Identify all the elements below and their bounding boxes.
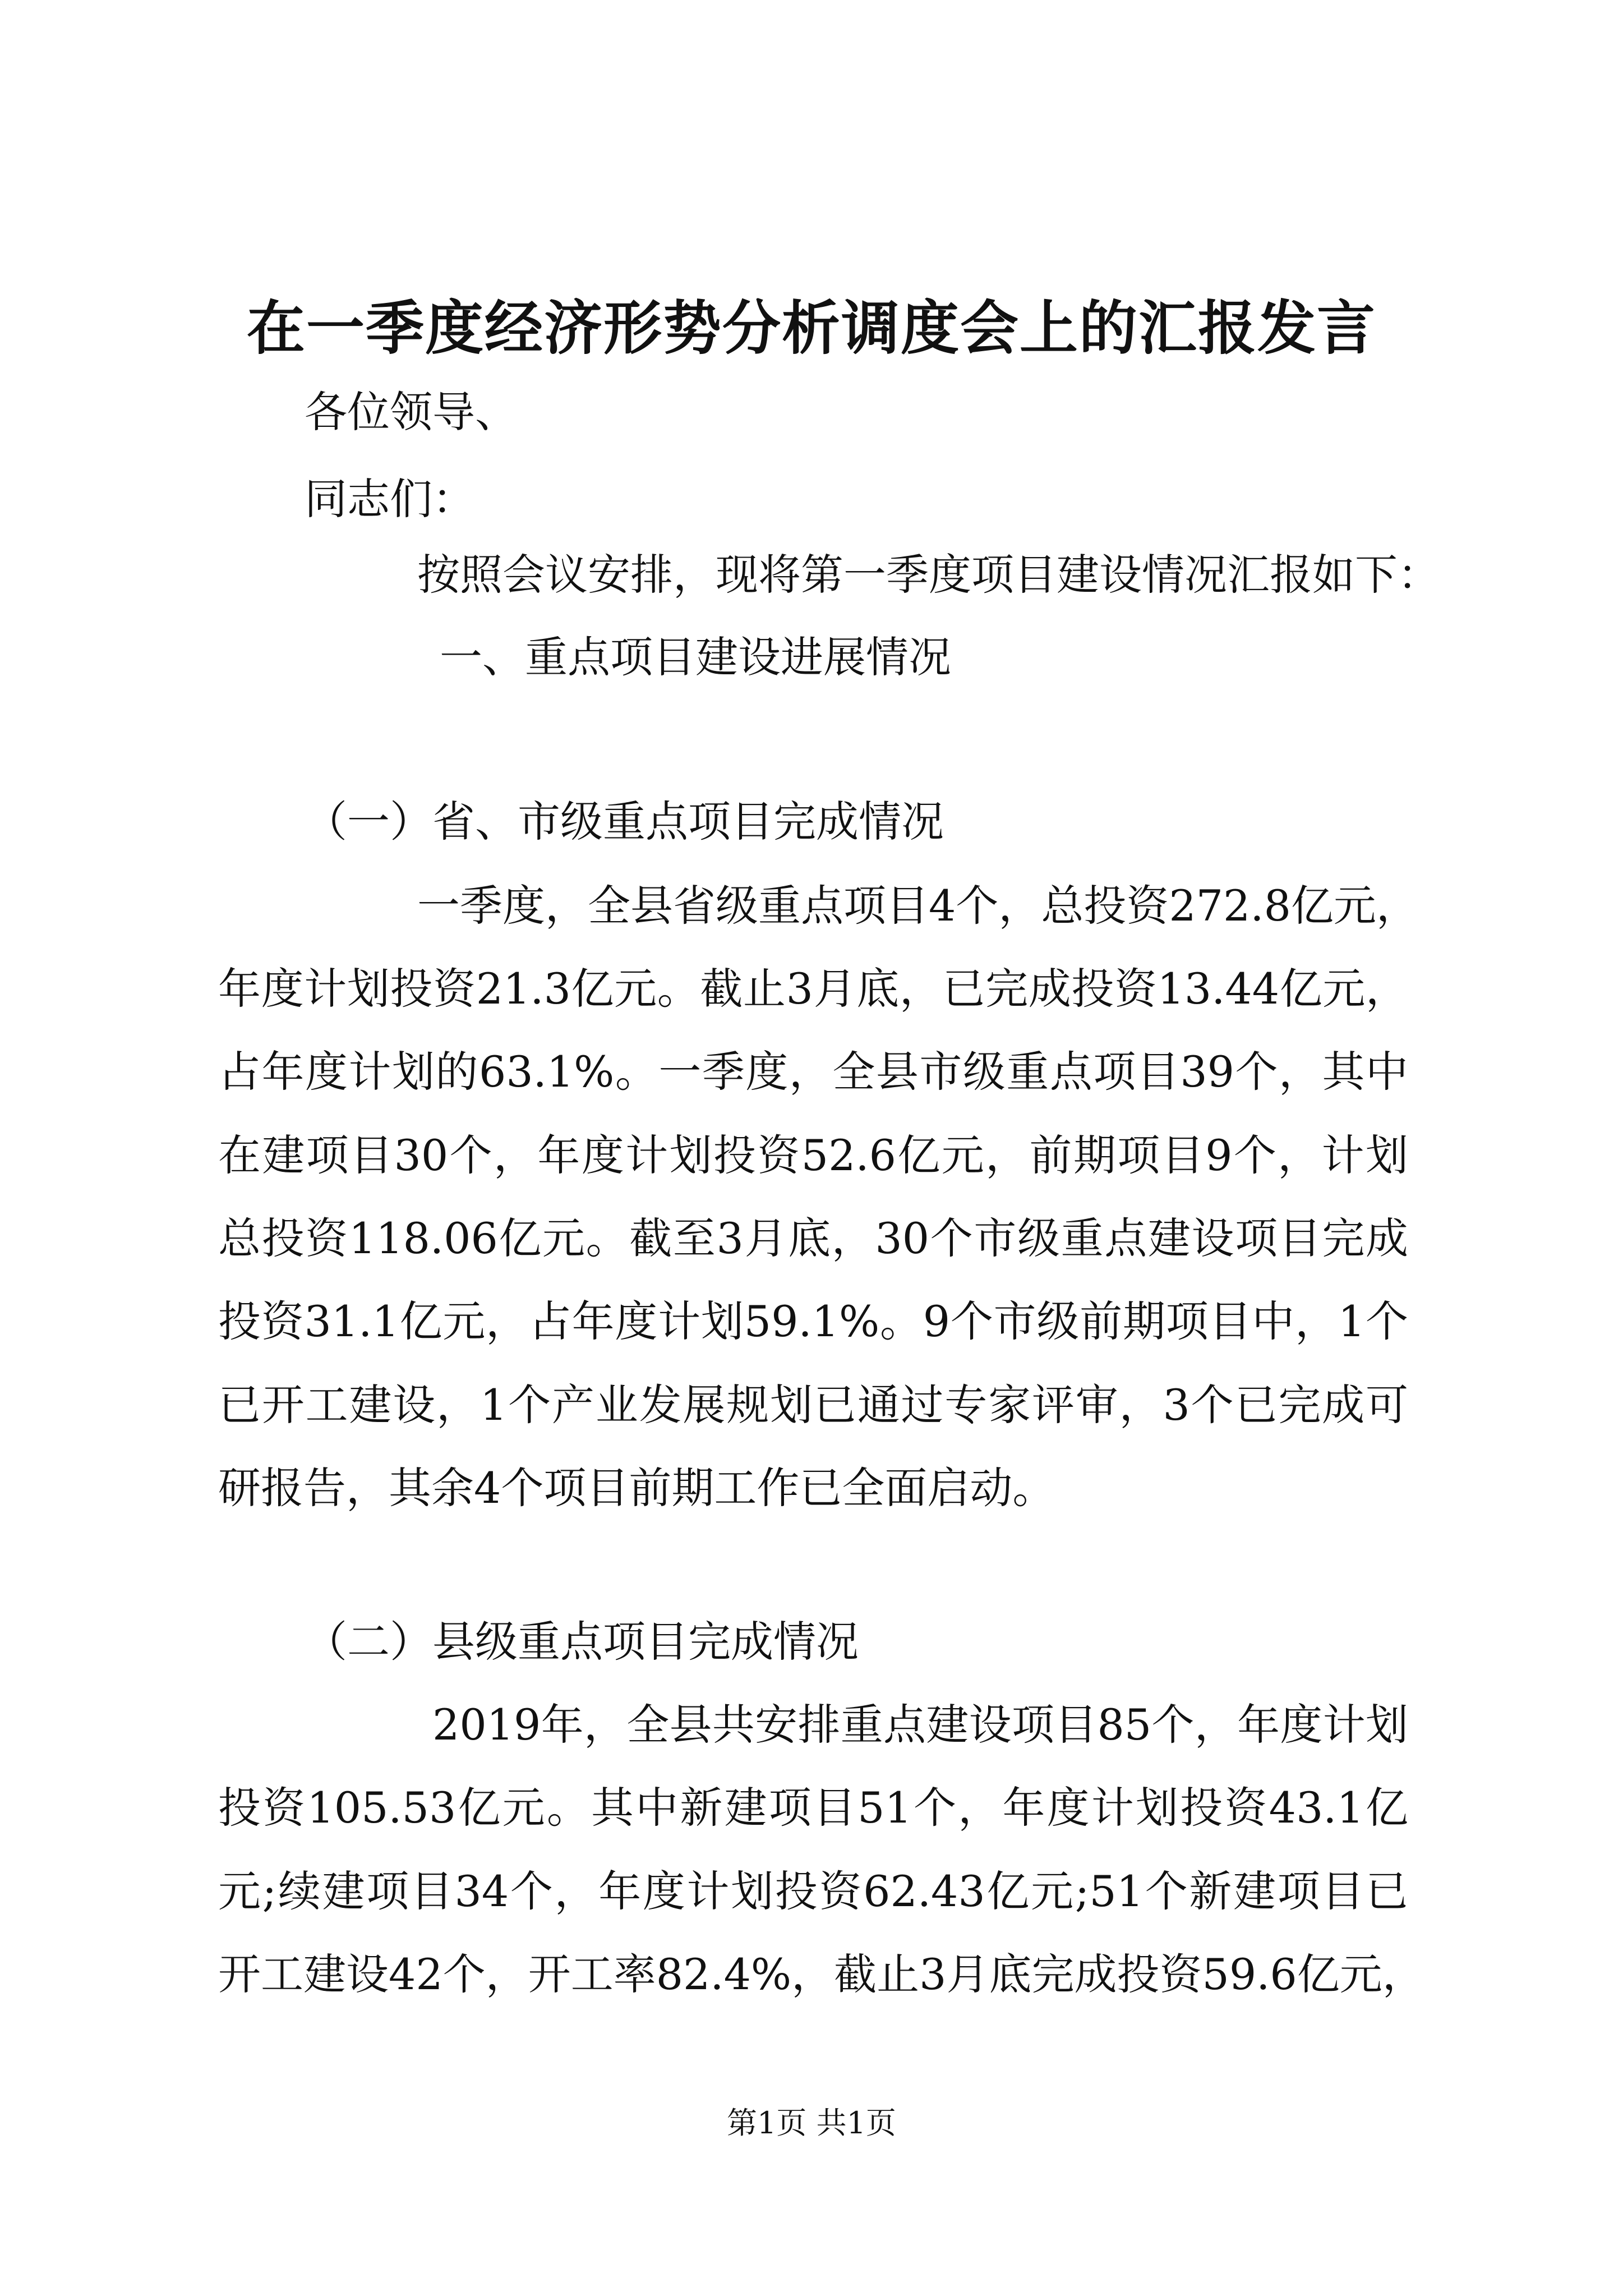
paragraph-1-line: 总投资118.06亿元。截至3月底，30个市级重点建设项目完成 xyxy=(218,1213,1408,1263)
paragraph-1-line: 年度计划投资21.3亿元。截止3月底，已完成投资13.44亿元， xyxy=(218,964,1408,1014)
salutation-leaders: 各位领导、 xyxy=(305,387,518,437)
paragraph-1-line: 占年度计划的63.1%。一季度，全县市级重点项目39个，其中 xyxy=(218,1047,1408,1097)
subsection-heading-1: （一）省、市级重点项目完成情况 xyxy=(305,797,944,846)
paragraph-2-line: 2019年，全县共安排重点建设项目85个，年度计划 xyxy=(432,1700,1408,1750)
paragraph-2-line: 开工建设42个，开工率82.4%，截止3月底完成投资59.6亿元， xyxy=(218,1949,1425,1999)
intro-paragraph: 按照会议安排，现将第一季度项目建设情况汇报如下： xyxy=(417,550,1440,600)
section-heading-1: 一、重点项目建设进展情况 xyxy=(440,632,951,682)
paragraph-1-line: 研报告，其余4个项目前期工作已全面启动。 xyxy=(218,1463,1055,1513)
paragraph-2-line: 元;续建项目34个，年度计划投资62.43亿元;51个新建项目已 xyxy=(218,1866,1408,1916)
paragraph-1-line: 一季度，全县省级重点项目4个，总投资272.8亿元， xyxy=(417,881,1419,931)
paragraph-2-line: 投资105.53亿元。其中新建项目51个，年度计划投资43.1亿 xyxy=(218,1783,1408,1833)
paragraph-1-line: 在建项目30个，年度计划投资52.6亿元，前期项目9个，计划 xyxy=(218,1130,1408,1180)
subsection-heading-2: （二）县级重点项目完成情况 xyxy=(305,1617,859,1667)
document-title: 在一季度经济形势分析调度会上的汇报发言 xyxy=(246,293,1376,362)
salutation-comrades: 同志们： xyxy=(305,474,475,524)
paragraph-1-line: 已开工建设，1个产业发展规划已通过专家评审，3个已完成可 xyxy=(218,1380,1408,1430)
paragraph-1-line: 投资31.1亿元，占年度计划59.1%。9个市级前期项目中，1个 xyxy=(218,1296,1408,1346)
page-number-footer: 第1页 共1页 xyxy=(727,2105,896,2141)
